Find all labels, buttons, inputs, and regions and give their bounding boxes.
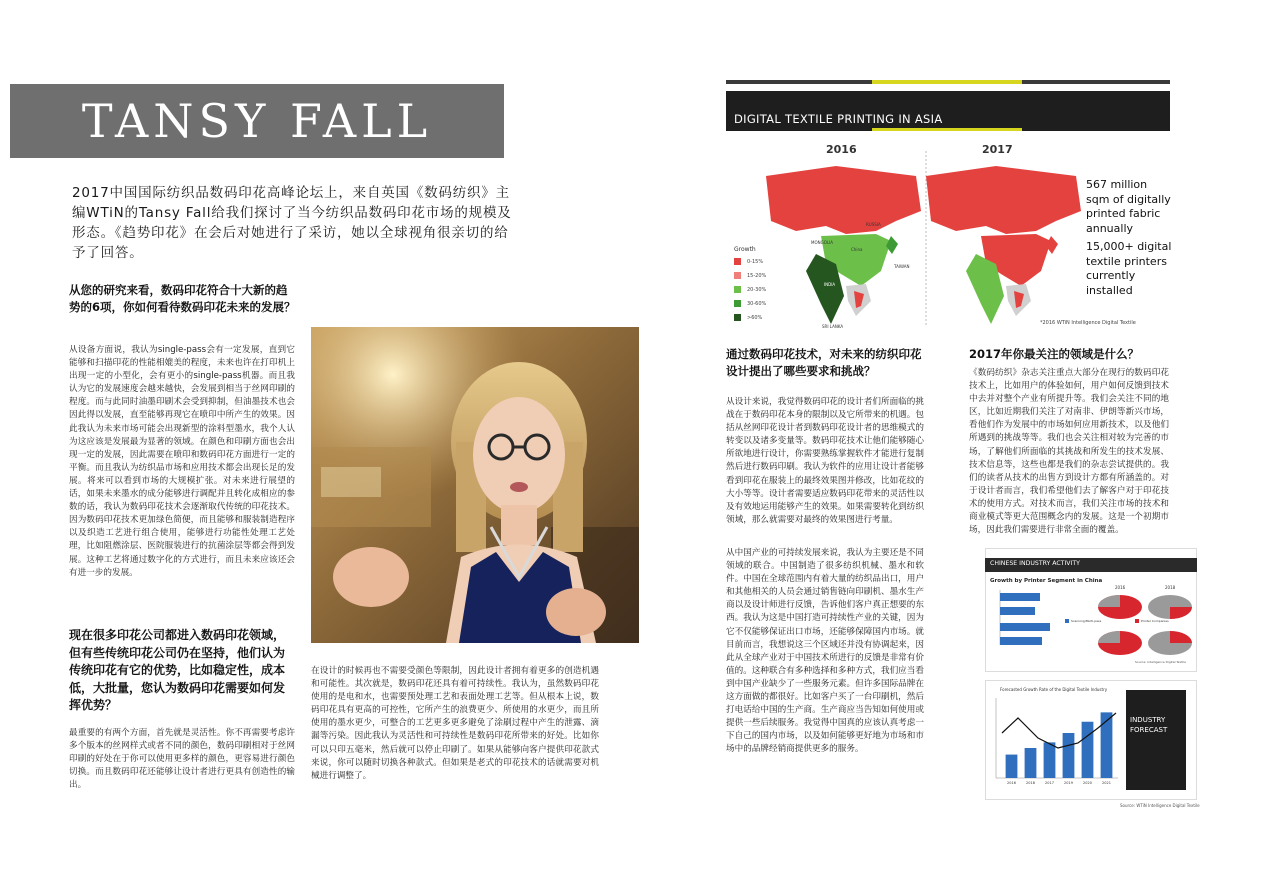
- legend-swatch: [734, 314, 741, 321]
- ci-subtitle: Growth by Printer Segment in China: [990, 578, 1103, 584]
- answer-2: 最重要的有两个方面，首先就是灵活性。你不再需要考虑许多个版本的丝网样式或者不同的颜色，数码印刷相对于丝网印刷的好处在于你可以使用更多样的颜色，更容易进行颜色切换。而且数码印花还能够让设计者进行更具有创造性的输出。: [69, 728, 295, 791]
- top-stripe: [726, 80, 872, 84]
- answer-1: 从设备方面说，我认为single-pass会有一定发展，直到它能够和扫描印花的性能相媲美的程度，未来也许在打印机上出现一定的小型化，会有更小的single-pass机器。而且我认为它的发展速度会越来越快，会发展到相当于丝网印刷的程度。而与此同时油墨印刷术会受到抑制，但油墨技术也会因此得以发展，直至能够再现它在喷印中所产生的效果。因此我认为未来市场可能会出现新型的涂料型墨水，我个人认为这应该是发展最为显著的领域。在颜色和印刷方面也会出现一定的发展，因此需要在喷印和数码印花方面进行一定的平衡。而且我认为纺织品市场和应用技术都会出现长足的发展。将来可以看到市场的大规模扩张。对未来进行展望的话，如果未来墨水的成分能够进行调配并且转化成相应的参数的话，我认为数码印花技术会逐渐取代传统的印花技术。因为数码印花技术更加绿色简便，而且能够和服装制造程序以及织造工艺进行组合使用，能够进行功能性处理工艺处理，比如阻燃涂层、医院服装进行的抗菌涂层等都会得到发展。这种工艺将通过数字化的方式进行，而且未来应该还会有进一步的发展。: [69, 345, 295, 578]
- stat-fabric: 567 million sqm of digitally printed fabric annually: [1086, 178, 1171, 235]
- legend-swatch: [734, 286, 741, 293]
- forecast-chart-title: Forecasted Growth Rate of the Digital Textile Industry: [1000, 687, 1108, 692]
- region-label-sri-lanka: SRI LANKA: [822, 324, 844, 329]
- question-2: 现在很多印花公司都进入数码印花领域，但有些传统印花公司仍在坚持，他们认为传统印花有它的优势，比如稳定性，成本低，大批量，您认为数码印花需要如何发挥优势？: [69, 628, 286, 712]
- forecast-label-block: [1126, 690, 1186, 790]
- legend-row: [734, 258, 763, 265]
- question-4: 2017年你最关注的领域是什么？: [969, 347, 1140, 361]
- ci-bar: [1000, 637, 1042, 645]
- legend-label: 20-30%: [747, 286, 767, 293]
- region-label-india: INDIA: [824, 282, 836, 287]
- forecast-tick-label: 2018: [1026, 781, 1035, 785]
- intro-paragraph: 2017中国国际纺织品数码印花高峰论坛上，来自英国《数码纺织》主编WTiN的Tansy Fall给我们探讨了当今纺织品数码印花市场的规模及形态。《趋势印花》在会后对她进行了采访，她以全球视角很亲切的给予了回答。: [72, 185, 512, 261]
- legend-swatch: [734, 272, 741, 279]
- legend-label: 30-60%: [747, 300, 767, 307]
- legend-swatch: [734, 300, 741, 307]
- answer-5: 从中国产业的可持续发展来说，我认为主要还是不同领域的联合。中国制造了很多纺织机械、墨水和软件。中国在全球范围内有着大量的纺织品出口，用户和其他相关的人员会通过销售链向印刷机、墨水生产商以及设计师进行反馈，告诉他们客户真正想要的东西。我认为这是中国打造可持续性产业的关键，因为它不仅能够保证出口市场，还能够保障国内市场。就目前而言，我想说这三个区域还并没有协调起来，因此从全球产业对于中国技术所进行的反馈是非常有价值的。这种联合有多种选择和多种方式，我们应当看到中国产业缺少了一些服务元素。但许多国际品牌在这方面做的都很好。比如客户买了一台印刷机，然后打电话给中国的生产商。生产商应当告知如何使用或提供一些后续服务。我觉得中国真的应该认真考虑一下自己的国内市场，以及如何能够更好地为市场和市场中的品牌经销商提供更多的服务。: [726, 548, 924, 755]
- legend-row: [734, 300, 766, 307]
- answer-6: 《数码纺织》杂志关注重点大部分在现行的数码印花技术上，比如用户的体验如何，用户如何反馈到技术中去并对整个产业有所提升等。我们会关注不同的地区，比如近期我们关注了对南非、伊朗等新兴市场，看他们作为发展中的市场如何应用新技术，以及他们所遇到的挑战等等。我们也会关注相对较为完善的市场，了解他们所面临的其挑战和所发生的技术发展、技术信息等，这些也都是我们的杂志尝试提供的。我们的读者从技术的出售方到设计方都有所涵盖的。对于设计者而言，我们希望他们去了解客户对于印花技术的使用方式。对技术而言，我们关注市场的技术和商业模式等更大范围概念内的发展。这是一个初期市场，因此我们需要进行非常全面的覆盖。: [969, 368, 1169, 536]
- region-label-russia: RUSSIA: [866, 222, 881, 227]
- legend-row: [734, 314, 762, 321]
- map-banner-title: DIGITAL TEXTILE PRINTING IN ASIA: [734, 112, 943, 126]
- interviewee-photo: [311, 327, 639, 643]
- top-stripe: [1022, 80, 1170, 84]
- forecast-tick-label: 2020: [1083, 781, 1092, 785]
- forecast-bar: [1101, 712, 1113, 778]
- ci-bar: [1000, 623, 1050, 631]
- forecast-source: Source: WTiN Intelligence Digital Textile: [1120, 803, 1200, 808]
- forecast-tick-label: 2017: [1045, 781, 1054, 785]
- ci-bar: [1000, 593, 1040, 601]
- answer-3: 在设计的时候再也不需要受颜色等限制，因此设计者拥有着更多的创造机遇和可能性。其次就是，数码印花还具有着可持续性。我认为，虽然数码印花使用的是电和水，也需要预处理工艺和表面处理工艺等。但从根本上说，数码印花具有更高的可控性，它所产生的浪费更少、所使用的水更少，而且所使用的墨水更少，可整合的工艺更多更多避免了涂刷过程中产生的泄露、滴漏等污染。因此我认为灵活性和可持续性是数码印花所带来的好处。比如你可以只印五毫米，然后就可以停止印刷了。如果从能够向客户提供印花款式来说，你可以随时切换各种款式。但如果是老式的印花技术的话就需要对机械进行调整了。: [311, 666, 599, 781]
- ci-legend-label: Scanning/Multi-pass: [1071, 619, 1102, 623]
- legend-swatch: [734, 258, 741, 265]
- legend-label: 0-15%: [747, 258, 764, 265]
- forecast-bar: [1044, 742, 1056, 778]
- pie-year-label: 2016: [1115, 585, 1126, 590]
- forecast-bar: [1063, 733, 1075, 778]
- ci-bar: [1000, 607, 1035, 615]
- forecast-tick-label: 2019: [1064, 781, 1073, 785]
- title-banner: [10, 84, 504, 158]
- top-stripe-accent: [872, 80, 1022, 84]
- answer-4: 从设计来说，我觉得数码印花的设计者们所面临的挑战在于数码印花本身的限制以及它所带来的机遇。包括从丝网印花设计者到数码印花设计者的思维模式的转变以及诸多变量等。数码印花技术让他们能够随心所欲地进行设计，你需要熟练掌握软件才能进行复制然后进行数码印刷。我认为软件的应用让设计者能够看到印花在服装上的最终效果图并修改，比如花纹的大小等等。设计者需要适应数码印花带来的灵活性以及有效地运用能够产生的效果。如果需要转化到纺织领域，那么就需要对最终的效果图进行考量。: [726, 397, 924, 525]
- legend-row: [734, 286, 766, 293]
- question-1: 从您的研究来看，数码印花符合十大新的趋势的6项，你如何看待数码印花未来的发展？: [69, 283, 296, 314]
- forecast-bar: [1006, 755, 1018, 778]
- ci-chart: [985, 585, 1197, 670]
- forecast-bar: [1082, 722, 1094, 778]
- map-year-2017: 2017: [982, 143, 1013, 156]
- ci-source: Source: Intelligence Digital Textile: [1135, 660, 1186, 664]
- legend-row: [734, 272, 766, 279]
- growth-legend-title: Growth: [734, 246, 756, 253]
- stat-printers: 15,000+ digital textile printers currently installed: [1086, 240, 1172, 297]
- map-banner-accent: [872, 128, 1022, 131]
- ci-legend-label: Printer Companies: [1141, 619, 1169, 623]
- question-3: 通过数码印花技术，对未来的纺织印花设计提出了哪些要求和挑战？: [726, 347, 922, 378]
- legend-label: >60%: [747, 314, 763, 321]
- ci-banner-title: CHINESE INDUSTRY ACTIVITY: [990, 560, 1080, 567]
- region-label-taiwan: TAIWAN: [894, 264, 910, 269]
- forecast-tick-label: 2016: [1007, 781, 1016, 785]
- forecast-chart: [988, 693, 1124, 793]
- map-source: *2016 WTiN Intelligence Digital Textile: [1040, 320, 1136, 326]
- page-title: TANSY FALL: [81, 94, 433, 148]
- pie-year-label: 2018: [1165, 585, 1176, 590]
- legend-label: 15-20%: [747, 272, 767, 279]
- forecast-tick-label: 2021: [1102, 781, 1111, 785]
- map-year-2016: 2016: [826, 143, 857, 156]
- forecast-label: INDUSTRY FORECAST: [1130, 716, 1168, 734]
- forecast-bar: [1025, 748, 1037, 778]
- region-label-mongolia: MONGOLIA: [811, 240, 833, 245]
- region-label-china: China: [851, 247, 863, 252]
